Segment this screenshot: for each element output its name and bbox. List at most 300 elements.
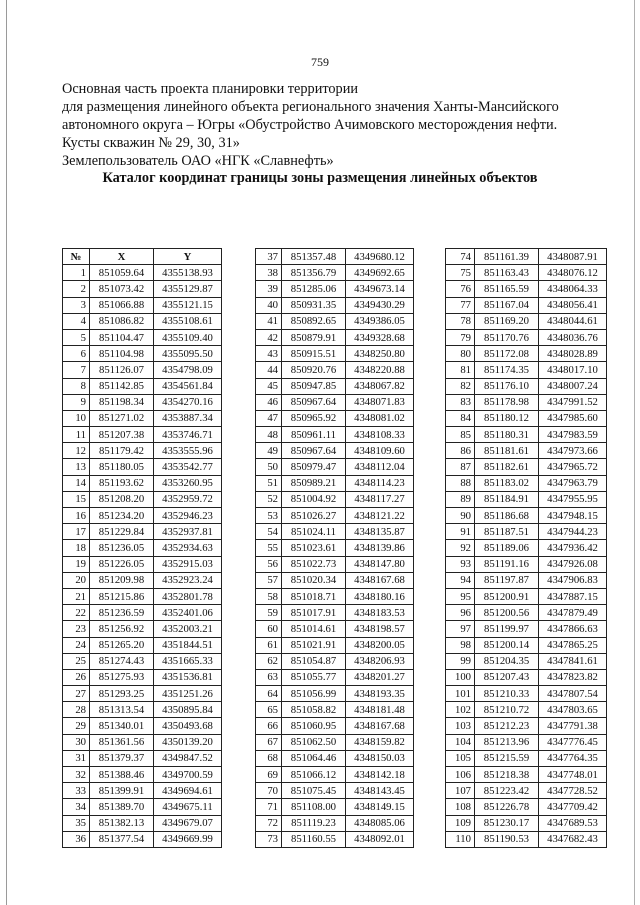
y-coordinate: 4352003.21	[154, 621, 222, 637]
row-number: 29	[63, 718, 90, 734]
row-number: 39	[256, 281, 282, 297]
y-coordinate: 4352923.24	[154, 572, 222, 588]
table-row	[446, 459, 607, 475]
x-coordinate: 851236.05	[90, 540, 154, 556]
x-coordinate: 851356.79	[282, 265, 346, 281]
row-number: 80	[446, 346, 475, 362]
table-row	[446, 588, 607, 604]
y-coordinate: 4347944.23	[539, 524, 607, 540]
row-number: 25	[63, 653, 90, 669]
table-row	[256, 815, 414, 831]
x-coordinate: 851062.50	[282, 734, 346, 750]
row-number: 59	[256, 605, 282, 621]
x-coordinate: 850965.92	[282, 410, 346, 426]
row-number: 97	[446, 621, 475, 637]
row-number: 45	[256, 378, 282, 394]
x-coordinate: 851060.95	[282, 718, 346, 734]
row-number: 56	[256, 556, 282, 572]
x-coordinate: 851210.72	[475, 702, 539, 718]
x-coordinate: 850989.21	[282, 475, 346, 491]
x-coordinate: 851379.37	[90, 750, 154, 766]
y-coordinate: 4347776.45	[539, 734, 607, 750]
x-coordinate: 851265.20	[90, 637, 154, 653]
x-coordinate: 851234.20	[90, 508, 154, 524]
y-coordinate: 4348017.10	[539, 362, 607, 378]
row-number: 11	[63, 427, 90, 443]
row-number: 92	[446, 540, 475, 556]
row-number: 1	[63, 265, 90, 281]
y-coordinate: 4352401.06	[154, 605, 222, 621]
table-row	[63, 734, 222, 750]
x-coordinate: 850920.76	[282, 362, 346, 378]
x-coordinate: 851236.59	[90, 605, 154, 621]
y-coordinate: 4349675.11	[154, 799, 222, 815]
y-coordinate: 4355129.87	[154, 281, 222, 297]
x-coordinate: 851215.59	[475, 750, 539, 766]
table-row	[63, 443, 222, 459]
table-row	[446, 815, 607, 831]
table-row	[63, 427, 222, 443]
table-row	[63, 669, 222, 685]
table-row	[256, 637, 414, 653]
table-row	[446, 410, 607, 426]
table-row	[446, 524, 607, 540]
x-coordinate: 851163.43	[475, 265, 539, 281]
y-coordinate: 4348036.76	[539, 329, 607, 345]
row-number: 81	[446, 362, 475, 378]
table-row	[256, 378, 414, 394]
table-row	[256, 799, 414, 815]
y-coordinate: 4348071.83	[346, 394, 414, 410]
y-coordinate: 4347764.35	[539, 750, 607, 766]
y-coordinate: 4348180.16	[346, 588, 414, 604]
row-number: 71	[256, 799, 282, 815]
x-coordinate: 851058.82	[282, 702, 346, 718]
row-number: 69	[256, 767, 282, 783]
row-number: 79	[446, 329, 475, 345]
x-coordinate: 851293.25	[90, 686, 154, 702]
x-coordinate: 851361.56	[90, 734, 154, 750]
x-coordinate: 851207.43	[475, 669, 539, 685]
row-number: 49	[256, 443, 282, 459]
y-coordinate: 4355108.61	[154, 313, 222, 329]
x-coordinate: 851075.45	[282, 783, 346, 799]
table-row	[256, 605, 414, 621]
table-row	[446, 556, 607, 572]
row-number: 14	[63, 475, 90, 491]
column-header-num: №	[63, 249, 90, 265]
row-number: 62	[256, 653, 282, 669]
y-coordinate: 4348092.01	[346, 831, 414, 847]
row-number: 101	[446, 686, 475, 702]
row-number: 95	[446, 588, 475, 604]
row-number: 43	[256, 346, 282, 362]
row-number: 9	[63, 394, 90, 410]
row-number: 16	[63, 508, 90, 524]
table-row	[63, 750, 222, 766]
table-header-row	[63, 249, 222, 265]
x-coordinate: 851187.51	[475, 524, 539, 540]
x-coordinate: 851126.07	[90, 362, 154, 378]
row-number: 90	[446, 508, 475, 524]
x-coordinate: 851388.46	[90, 767, 154, 783]
x-coordinate: 851184.91	[475, 491, 539, 507]
table-row	[63, 281, 222, 297]
y-coordinate: 4347689.53	[539, 815, 607, 831]
x-coordinate: 851199.97	[475, 621, 539, 637]
x-coordinate: 851209.98	[90, 572, 154, 588]
y-coordinate: 4347985.60	[539, 410, 607, 426]
y-coordinate: 4350493.68	[154, 718, 222, 734]
table-row	[63, 329, 222, 345]
x-coordinate: 851169.20	[475, 313, 539, 329]
row-number: 75	[446, 265, 475, 281]
table-row	[63, 410, 222, 426]
table-row	[446, 297, 607, 313]
x-coordinate: 851389.70	[90, 799, 154, 815]
y-coordinate: 4347865.25	[539, 637, 607, 653]
x-coordinate: 851170.76	[475, 329, 539, 345]
y-coordinate: 4349328.68	[346, 329, 414, 345]
row-number: 74	[446, 249, 475, 265]
table-row	[63, 394, 222, 410]
table-row	[63, 265, 222, 281]
row-number: 33	[63, 783, 90, 799]
row-number: 47	[256, 410, 282, 426]
y-coordinate: 4347906.83	[539, 572, 607, 588]
x-coordinate: 851204.35	[475, 653, 539, 669]
row-number: 83	[446, 394, 475, 410]
x-coordinate: 850915.51	[282, 346, 346, 362]
y-coordinate: 4348201.27	[346, 669, 414, 685]
scan-edge-right	[634, 0, 635, 905]
x-coordinate: 850892.65	[282, 313, 346, 329]
table-row	[63, 831, 222, 847]
x-coordinate: 851186.68	[475, 508, 539, 524]
table-row	[63, 815, 222, 831]
y-coordinate: 4348159.82	[346, 734, 414, 750]
y-coordinate: 4349669.99	[154, 831, 222, 847]
table-row	[446, 346, 607, 362]
row-number: 36	[63, 831, 90, 847]
table-row	[63, 508, 222, 524]
table-row	[63, 475, 222, 491]
y-coordinate: 4347841.61	[539, 653, 607, 669]
x-coordinate: 851014.61	[282, 621, 346, 637]
y-coordinate: 4348067.82	[346, 378, 414, 394]
y-coordinate: 4350895.84	[154, 702, 222, 718]
table-row	[446, 394, 607, 410]
row-number: 93	[446, 556, 475, 572]
header-line-2: для размещения линейного объекта регионального значения Ханты-Мансийского	[62, 99, 559, 115]
table-row	[446, 427, 607, 443]
table-row	[63, 718, 222, 734]
x-coordinate: 851182.61	[475, 459, 539, 475]
row-number: 57	[256, 572, 282, 588]
x-coordinate: 851108.00	[282, 799, 346, 815]
row-number: 96	[446, 605, 475, 621]
header-line-5: Землепользователь ОАО «НГК «Славнефть»	[62, 153, 334, 169]
table-row	[446, 313, 607, 329]
table-row	[256, 669, 414, 685]
row-number: 85	[446, 427, 475, 443]
y-coordinate: 4347866.63	[539, 621, 607, 637]
y-coordinate: 4352915.03	[154, 556, 222, 572]
y-coordinate: 4353260.95	[154, 475, 222, 491]
row-number: 70	[256, 783, 282, 799]
x-coordinate: 851198.34	[90, 394, 154, 410]
row-number: 48	[256, 427, 282, 443]
y-coordinate: 4348087.91	[539, 249, 607, 265]
table-row	[256, 702, 414, 718]
x-coordinate: 851340.01	[90, 718, 154, 734]
table-row	[446, 702, 607, 718]
table-row	[256, 410, 414, 426]
x-coordinate: 851022.73	[282, 556, 346, 572]
row-number: 91	[446, 524, 475, 540]
row-number: 10	[63, 410, 90, 426]
y-coordinate: 4347973.66	[539, 443, 607, 459]
table-row	[256, 540, 414, 556]
table-row	[446, 249, 607, 265]
row-number: 17	[63, 524, 90, 540]
table-row	[256, 508, 414, 524]
x-coordinate: 850931.35	[282, 297, 346, 313]
table-row	[256, 281, 414, 297]
x-coordinate: 851200.14	[475, 637, 539, 653]
row-number: 40	[256, 297, 282, 313]
row-number: 104	[446, 734, 475, 750]
y-coordinate: 4348028.89	[539, 346, 607, 362]
x-coordinate: 851215.86	[90, 588, 154, 604]
table-row	[256, 572, 414, 588]
table-row	[63, 621, 222, 637]
header-line-3: автономного округа – Югры «Обустройство Ачимовского месторождения нефти.	[62, 117, 558, 133]
y-coordinate: 4352934.63	[154, 540, 222, 556]
table-row	[446, 265, 607, 281]
row-number: 60	[256, 621, 282, 637]
y-coordinate: 4348250.80	[346, 346, 414, 362]
row-number: 46	[256, 394, 282, 410]
x-coordinate: 851230.17	[475, 815, 539, 831]
y-coordinate: 4347791.38	[539, 718, 607, 734]
x-coordinate: 851066.12	[282, 767, 346, 783]
scan-edge-left	[6, 0, 7, 905]
y-coordinate: 4348135.87	[346, 524, 414, 540]
table-row	[256, 556, 414, 572]
row-number: 87	[446, 459, 475, 475]
x-coordinate: 851161.39	[475, 249, 539, 265]
y-coordinate: 4348220.88	[346, 362, 414, 378]
table-row	[63, 588, 222, 604]
y-coordinate: 4347709.42	[539, 799, 607, 815]
x-coordinate: 851167.04	[475, 297, 539, 313]
table-row	[256, 767, 414, 783]
y-coordinate: 4347936.42	[539, 540, 607, 556]
row-number: 20	[63, 572, 90, 588]
x-coordinate: 851226.78	[475, 799, 539, 815]
x-coordinate: 851313.54	[90, 702, 154, 718]
y-coordinate: 4352801.78	[154, 588, 222, 604]
y-coordinate: 4349679.07	[154, 815, 222, 831]
table-row	[256, 734, 414, 750]
row-number: 66	[256, 718, 282, 734]
x-coordinate: 851179.42	[90, 443, 154, 459]
row-number: 24	[63, 637, 90, 653]
x-coordinate: 851275.93	[90, 669, 154, 685]
row-number: 5	[63, 329, 90, 345]
coordinates-table-1	[62, 248, 222, 848]
y-coordinate: 4348081.02	[346, 410, 414, 426]
table-row	[446, 443, 607, 459]
row-number: 94	[446, 572, 475, 588]
y-coordinate: 4347803.65	[539, 702, 607, 718]
x-coordinate: 850979.47	[282, 459, 346, 475]
table-row	[446, 767, 607, 783]
row-number: 28	[63, 702, 90, 718]
table-row	[446, 362, 607, 378]
y-coordinate: 4348149.15	[346, 799, 414, 815]
y-coordinate: 4347965.72	[539, 459, 607, 475]
row-number: 86	[446, 443, 475, 459]
y-coordinate: 4353555.96	[154, 443, 222, 459]
x-coordinate: 851180.12	[475, 410, 539, 426]
x-coordinate: 850961.11	[282, 427, 346, 443]
table-row	[446, 637, 607, 653]
y-coordinate: 4348121.22	[346, 508, 414, 524]
row-number: 100	[446, 669, 475, 685]
y-coordinate: 4355138.93	[154, 265, 222, 281]
y-coordinate: 4347955.95	[539, 491, 607, 507]
x-coordinate: 851189.06	[475, 540, 539, 556]
x-coordinate: 851104.47	[90, 329, 154, 345]
y-coordinate: 4347807.54	[539, 686, 607, 702]
table-row	[63, 524, 222, 540]
y-coordinate: 4348181.48	[346, 702, 414, 718]
row-number: 22	[63, 605, 90, 621]
y-coordinate: 4348112.04	[346, 459, 414, 475]
row-number: 106	[446, 767, 475, 783]
row-number: 27	[63, 686, 90, 702]
y-coordinate: 4353542.77	[154, 459, 222, 475]
table-row	[446, 734, 607, 750]
table-row	[63, 540, 222, 556]
column-header-y: Y	[154, 249, 222, 265]
row-number: 64	[256, 686, 282, 702]
y-coordinate: 4351536.81	[154, 669, 222, 685]
table-row	[63, 459, 222, 475]
table-row	[256, 524, 414, 540]
row-number: 77	[446, 297, 475, 313]
row-number: 3	[63, 297, 90, 313]
y-coordinate: 4352959.72	[154, 491, 222, 507]
y-coordinate: 4348085.06	[346, 815, 414, 831]
table-row	[63, 362, 222, 378]
row-number: 41	[256, 313, 282, 329]
x-coordinate: 851226.05	[90, 556, 154, 572]
y-coordinate: 4347926.08	[539, 556, 607, 572]
x-coordinate: 851004.92	[282, 491, 346, 507]
table-row	[446, 605, 607, 621]
row-number: 55	[256, 540, 282, 556]
y-coordinate: 4349692.65	[346, 265, 414, 281]
table-row	[446, 783, 607, 799]
x-coordinate: 850879.91	[282, 329, 346, 345]
x-coordinate: 851086.82	[90, 313, 154, 329]
x-coordinate: 851229.84	[90, 524, 154, 540]
row-number: 67	[256, 734, 282, 750]
x-coordinate: 851064.46	[282, 750, 346, 766]
row-number: 13	[63, 459, 90, 475]
y-coordinate: 4348117.27	[346, 491, 414, 507]
x-coordinate: 851024.11	[282, 524, 346, 540]
table-row	[256, 831, 414, 847]
y-coordinate: 4350139.20	[154, 734, 222, 750]
y-coordinate: 4348206.93	[346, 653, 414, 669]
y-coordinate: 4353746.71	[154, 427, 222, 443]
row-number: 42	[256, 329, 282, 345]
y-coordinate: 4351251.26	[154, 686, 222, 702]
x-coordinate: 851059.64	[90, 265, 154, 281]
x-coordinate: 851200.56	[475, 605, 539, 621]
catalog-title: Каталог координат границы зоны размещения линейных объектов	[102, 170, 538, 186]
y-coordinate: 4348147.80	[346, 556, 414, 572]
y-coordinate: 4355109.40	[154, 329, 222, 345]
y-coordinate: 4355095.50	[154, 346, 222, 362]
y-coordinate: 4353887.34	[154, 410, 222, 426]
y-coordinate: 4348044.61	[539, 313, 607, 329]
table-row	[446, 491, 607, 507]
x-coordinate: 851054.87	[282, 653, 346, 669]
table-row	[63, 378, 222, 394]
row-number: 63	[256, 669, 282, 685]
table-row	[63, 653, 222, 669]
y-coordinate: 4349673.14	[346, 281, 414, 297]
x-coordinate: 851183.02	[475, 475, 539, 491]
x-coordinate: 851200.91	[475, 588, 539, 604]
row-number: 65	[256, 702, 282, 718]
x-coordinate: 851020.34	[282, 572, 346, 588]
x-coordinate: 850967.64	[282, 443, 346, 459]
x-coordinate: 851256.92	[90, 621, 154, 637]
row-number: 84	[446, 410, 475, 426]
coordinates-table-3	[445, 248, 607, 848]
x-coordinate: 851212.23	[475, 718, 539, 734]
y-coordinate: 4354270.16	[154, 394, 222, 410]
table-row	[256, 329, 414, 345]
x-coordinate: 851165.59	[475, 281, 539, 297]
y-coordinate: 4348109.60	[346, 443, 414, 459]
y-coordinate: 4348200.05	[346, 637, 414, 653]
row-number: 8	[63, 378, 90, 394]
row-number: 32	[63, 767, 90, 783]
y-coordinate: 4348139.86	[346, 540, 414, 556]
row-number: 68	[256, 750, 282, 766]
table-row	[63, 637, 222, 653]
x-coordinate: 851207.38	[90, 427, 154, 443]
row-number: 72	[256, 815, 282, 831]
x-coordinate: 851018.71	[282, 588, 346, 604]
x-coordinate: 851190.53	[475, 831, 539, 847]
table-row	[446, 475, 607, 491]
x-coordinate: 851223.42	[475, 783, 539, 799]
header-line-1: Основная часть проекта планировки территории	[62, 81, 359, 97]
x-coordinate: 851026.27	[282, 508, 346, 524]
y-coordinate: 4347748.01	[539, 767, 607, 783]
table-row	[446, 718, 607, 734]
x-coordinate: 851073.42	[90, 281, 154, 297]
x-coordinate: 851176.10	[475, 378, 539, 394]
